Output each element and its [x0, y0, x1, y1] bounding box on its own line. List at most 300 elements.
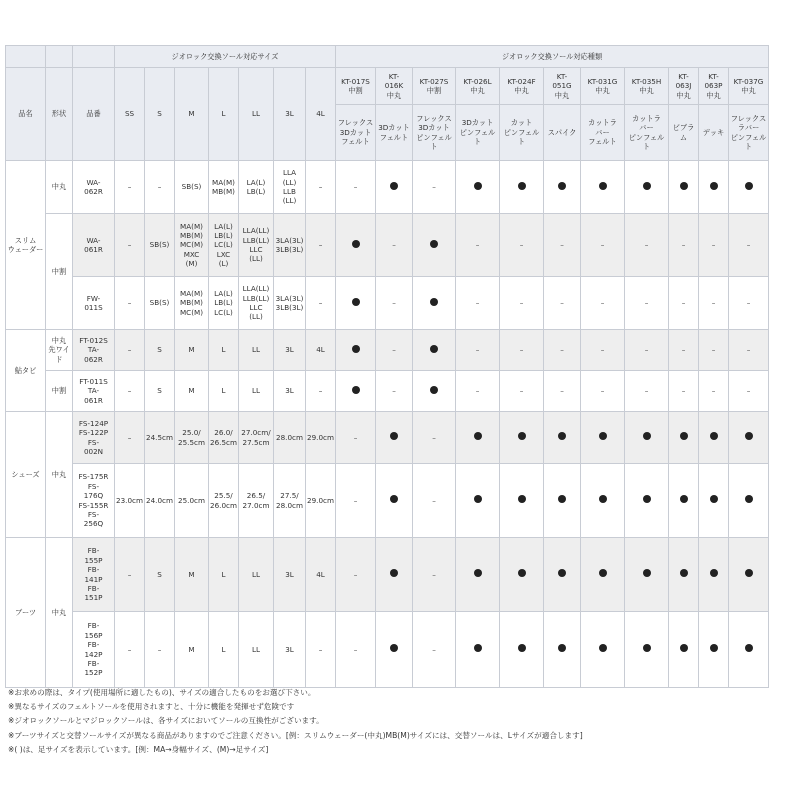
compatible-dot [474, 495, 482, 503]
dash-mark: – [711, 298, 716, 308]
compatible-mark [729, 412, 769, 464]
dash-mark: – [681, 345, 686, 355]
compatible-mark [699, 612, 729, 688]
compatible-mark [699, 412, 729, 464]
not-compatible-mark [336, 538, 376, 612]
not-compatible-mark [456, 214, 500, 277]
compatible-dot [710, 569, 718, 577]
size-cell: 28.0cm [274, 412, 306, 464]
compatible-mark [413, 214, 456, 277]
type-code-header: KT-017S 中割 [336, 68, 376, 105]
dash-mark: – [644, 345, 649, 355]
size-cell: – [306, 277, 336, 330]
type-code-header: KT- 063P 中丸 [699, 68, 729, 105]
compatible-dot [558, 182, 566, 190]
compatible-dot [680, 495, 688, 503]
compatible-mark [376, 161, 413, 214]
dash-mark: – [519, 240, 524, 250]
compatible-dot [643, 432, 651, 440]
size-cell: 3LA(3L) 3LB(3L) [274, 214, 306, 277]
size-cell: 27.0cm/ 27.5cm [239, 412, 274, 464]
dash-mark: – [746, 298, 751, 308]
compatible-dot [430, 345, 438, 353]
compatible-mark [456, 464, 500, 538]
compatible-dot [474, 182, 482, 190]
size-cell: – [115, 412, 145, 464]
compatible-mark [669, 612, 699, 688]
not-compatible-mark [413, 412, 456, 464]
compatible-mark [699, 161, 729, 214]
compatible-dot [745, 569, 753, 577]
compatible-mark [729, 612, 769, 688]
type-desc-header: フレックス 3Dカット ピンフェルト [413, 105, 456, 161]
compatible-mark [413, 371, 456, 412]
not-compatible-mark [729, 277, 769, 330]
note-line: ※ブーツサイズと交替ソールサイズが異なる商品がありますのでご注意ください。[例：スリムウェーダー(中丸)MB(M)サイズには、交替ソールは、Lサイズが適合します] [8, 730, 583, 740]
compatible-mark [336, 214, 376, 277]
dash-mark: – [392, 240, 396, 250]
compatible-dot [518, 432, 526, 440]
not-compatible-mark [581, 330, 625, 371]
compatible-dot [680, 432, 688, 440]
compatible-dot [474, 644, 482, 652]
size-cell: – [115, 277, 145, 330]
group-boots: ブーツ [6, 538, 46, 688]
not-compatible-mark [413, 538, 456, 612]
not-compatible-mark [669, 371, 699, 412]
size-cell: 4L [306, 538, 336, 612]
size-col-header: M [175, 68, 209, 161]
size-cell: LLA(LL) LLB(LL) LLC (LL) [239, 277, 274, 330]
size-cell: 3L [274, 612, 306, 688]
compatible-mark [669, 538, 699, 612]
type-code-header: KT-031G 中丸 [581, 68, 625, 105]
compatible-dot [390, 644, 398, 652]
size-cell: S [145, 330, 175, 371]
dash-mark: – [681, 386, 686, 396]
size-col-header: S [145, 68, 175, 161]
compatible-dot [518, 644, 526, 652]
size-cell: S [145, 538, 175, 612]
compatible-dot [745, 432, 753, 440]
dash-mark: – [600, 298, 605, 308]
compatible-dot [599, 495, 607, 503]
size-cell: – [306, 371, 336, 412]
size-cell: SB(S) [145, 214, 175, 277]
dash-mark: – [519, 386, 524, 396]
compatible-mark [625, 412, 669, 464]
size-cell: LL [239, 330, 274, 371]
not-compatible-mark [669, 330, 699, 371]
compatible-mark [336, 371, 376, 412]
not-compatible-mark [336, 464, 376, 538]
type-code-header: KT- 051G 中丸 [544, 68, 581, 105]
not-compatible-mark [699, 214, 729, 277]
not-compatible-mark [500, 330, 544, 371]
compatible-mark [544, 161, 581, 214]
compatible-dot [745, 495, 753, 503]
size-cell: 29.0cm [306, 412, 336, 464]
type-desc-header: フレックス ラバー ピンフェルト [729, 105, 769, 161]
compatible-mark [729, 161, 769, 214]
not-compatible-mark [699, 371, 729, 412]
not-compatible-mark [625, 214, 669, 277]
dash-mark: – [560, 240, 564, 250]
type-code-header: KT-027S 中割 [413, 68, 456, 105]
size-col-header: 4L [306, 68, 336, 161]
compatible-mark [500, 538, 544, 612]
compatible-mark [456, 612, 500, 688]
compatible-dot [474, 569, 482, 577]
dash-mark: – [560, 298, 564, 308]
size-cell: 23.0cm [115, 464, 145, 538]
compatible-mark [376, 464, 413, 538]
shape-cell: 中丸 [46, 538, 73, 688]
not-compatible-mark [669, 277, 699, 330]
size-cell: S [145, 371, 175, 412]
compatible-mark [581, 412, 625, 464]
compatible-dot [352, 240, 360, 248]
dash-mark: – [746, 240, 751, 250]
not-compatible-mark [581, 277, 625, 330]
compatible-mark [625, 464, 669, 538]
type-desc-header: カット ピンフェル ト [500, 105, 544, 161]
compatible-dot [390, 432, 398, 440]
dash-mark: – [353, 569, 358, 579]
dash-mark: – [432, 569, 436, 579]
dash-mark: – [681, 240, 686, 250]
not-compatible-mark [625, 330, 669, 371]
compatible-dot [430, 240, 438, 248]
type-code-header: KT- 063J 中丸 [669, 68, 699, 105]
note-line: ※ジオロックソールとマジロックソールは、各サイズにおいてソールの互換性がございます。 [8, 716, 324, 726]
product-number: FT-012S TA- 062R [73, 330, 115, 371]
compatible-mark [669, 161, 699, 214]
not-compatible-mark [413, 464, 456, 538]
note-line: ※( )は、足サイズを表示しています。[例：MA→身幅サイズ、(M)→足サイズ] [8, 744, 269, 754]
size-cell: LLA(LL) LLB(LL) LLC (LL) [239, 214, 274, 277]
size-cell: 26.0/ 26.5cm [209, 412, 239, 464]
not-compatible-mark [336, 161, 376, 214]
size-cell: 25.5/ 26.0cm [209, 464, 239, 538]
size-cell: 3L [274, 371, 306, 412]
dash-mark: – [475, 298, 480, 308]
size-cell: LL [239, 538, 274, 612]
compatible-dot [518, 182, 526, 190]
compatible-mark [625, 161, 669, 214]
type-code-header: KT-035H 中丸 [625, 68, 669, 105]
size-col-header: SS [115, 68, 145, 161]
dash-mark: – [475, 345, 480, 355]
shape-cell: 中丸 先ワイ ド [46, 330, 73, 371]
compatible-mark [544, 412, 581, 464]
not-compatible-mark [413, 612, 456, 688]
dash-mark: – [432, 644, 436, 654]
size-cell: 26.5/ 27.0cm [239, 464, 274, 538]
size-cell: L [209, 371, 239, 412]
dash-mark: – [432, 432, 436, 442]
type-desc-header: ビブラ ム [669, 105, 699, 161]
not-compatible-mark [336, 612, 376, 688]
not-compatible-mark [625, 371, 669, 412]
not-compatible-mark [581, 214, 625, 277]
size-cell: – [306, 612, 336, 688]
type-code-header: KT-037G 中丸 [729, 68, 769, 105]
compatible-mark [581, 161, 625, 214]
shape-cell: 中丸 [46, 412, 73, 538]
compatible-dot [518, 495, 526, 503]
dash-mark: – [644, 386, 649, 396]
type-desc-header: フレックス 3Dカット フェルト [336, 105, 376, 161]
size-cell: – [115, 538, 145, 612]
type-desc-header: スパイク [544, 105, 581, 161]
compatible-mark [669, 464, 699, 538]
product-number: FS-124P FS-122P FS- 002N [73, 412, 115, 464]
compatible-mark [500, 412, 544, 464]
shape-cell: 中割 [46, 371, 73, 412]
compatible-dot [680, 182, 688, 190]
size-cell: 29.0cm [306, 464, 336, 538]
dash-mark: – [644, 240, 649, 250]
col-hinmei: 品名 [6, 68, 46, 161]
shape-cell: 中割 [46, 214, 73, 330]
compatible-mark [581, 538, 625, 612]
not-compatible-mark [544, 214, 581, 277]
dash-mark: – [711, 240, 716, 250]
not-compatible-mark [544, 330, 581, 371]
compatible-dot [390, 569, 398, 577]
size-cell: MA(M) MB(M) MC(M) MXC (M) [175, 214, 209, 277]
dash-mark: – [392, 345, 396, 355]
compatible-dot [643, 569, 651, 577]
product-number: FB- 156P FB- 142P FB- 152P [73, 612, 115, 688]
not-compatible-mark [376, 330, 413, 371]
compatible-dot [352, 386, 360, 394]
size-cell: L [209, 330, 239, 371]
compatible-dot [599, 644, 607, 652]
size-cell: 3L [274, 538, 306, 612]
compatible-dot [710, 495, 718, 503]
not-compatible-mark [544, 277, 581, 330]
size-cell: – [115, 612, 145, 688]
product-number: FW- 011S [73, 277, 115, 330]
not-compatible-mark [500, 371, 544, 412]
compatible-mark [625, 538, 669, 612]
size-col-header: 3L [274, 68, 306, 161]
size-cell: – [145, 612, 175, 688]
compatible-dot [710, 644, 718, 652]
dash-mark: – [519, 345, 524, 355]
not-compatible-mark [413, 161, 456, 214]
dash-mark: – [475, 240, 480, 250]
type-code-header: KT-024F 中丸 [500, 68, 544, 105]
size-cell: – [145, 161, 175, 214]
header-blank [73, 46, 115, 68]
product-number: FT-011S TA- 061R [73, 371, 115, 412]
header-blank [46, 46, 73, 68]
size-cell: M [175, 612, 209, 688]
type-code-header: KT-026L 中丸 [456, 68, 500, 105]
col-hinban: 品番 [73, 68, 115, 161]
size-cell: – [306, 161, 336, 214]
dash-mark: – [353, 495, 358, 505]
compatible-dot [745, 644, 753, 652]
compatible-dot [352, 345, 360, 353]
not-compatible-mark [456, 371, 500, 412]
not-compatible-mark [456, 330, 500, 371]
dash-mark: – [600, 240, 605, 250]
compatible-dot [430, 298, 438, 306]
compatible-dot [599, 182, 607, 190]
compatible-dot [643, 182, 651, 190]
size-cell: LA(L) LB(L) [239, 161, 274, 214]
compatible-mark [544, 612, 581, 688]
size-cell: M [175, 371, 209, 412]
notes [8, 686, 583, 757]
size-cell: 3LA(3L) 3LB(3L) [274, 277, 306, 330]
not-compatible-mark [376, 371, 413, 412]
not-compatible-mark [336, 412, 376, 464]
size-cell: – [115, 330, 145, 371]
product-number: WA- 061R [73, 214, 115, 277]
compatible-mark [376, 612, 413, 688]
compatible-mark [581, 464, 625, 538]
size-col-header: L [209, 68, 239, 161]
not-compatible-mark [669, 214, 699, 277]
compatible-dot [518, 569, 526, 577]
dash-mark: – [746, 345, 751, 355]
size-cell: M [175, 538, 209, 612]
compatible-mark [544, 464, 581, 538]
not-compatible-mark [581, 371, 625, 412]
type-desc-header: 3Dカット フェルト [376, 105, 413, 161]
compatible-dot [558, 569, 566, 577]
size-cell: MA(M) MB(M) [209, 161, 239, 214]
size-cell: LA(L) LB(L) LC(L) [209, 277, 239, 330]
compatible-dot [599, 569, 607, 577]
compatible-mark [336, 330, 376, 371]
compatible-dot [430, 386, 438, 394]
dash-mark: – [681, 298, 686, 308]
size-cell: 24.5cm [145, 412, 175, 464]
size-cell: – [306, 214, 336, 277]
compatibility-table [5, 45, 769, 688]
type-desc-header: 3Dカット ピンフェル ト [456, 105, 500, 161]
dash-mark: – [644, 298, 649, 308]
type-desc-header: カットラ バー フェルト [581, 105, 625, 161]
note-line: ※お求めの際は、タイプ(使用場所に適したもの)、サイズの適合したものをお選び下さい。 [8, 688, 316, 697]
shape-cell: 中丸 [46, 161, 73, 214]
size-cell: SB(S) [175, 161, 209, 214]
size-cell: 27.5/ 28.0cm [274, 464, 306, 538]
compatible-dot [680, 644, 688, 652]
type-desc-header: デッキ [699, 105, 729, 161]
compatible-mark [544, 538, 581, 612]
not-compatible-mark [729, 330, 769, 371]
compatible-mark [413, 277, 456, 330]
size-cell: L [209, 538, 239, 612]
compatible-mark [456, 538, 500, 612]
size-cell: LL [239, 612, 274, 688]
compatible-dot [643, 495, 651, 503]
dash-mark: – [353, 432, 358, 442]
type-code-header: KT- 016K 中丸 [376, 68, 413, 105]
size-cell: 3L [274, 330, 306, 371]
not-compatible-mark [729, 214, 769, 277]
not-compatible-mark [376, 277, 413, 330]
compatible-mark [376, 538, 413, 612]
compatible-dot [352, 298, 360, 306]
dash-mark: – [432, 495, 436, 505]
dash-mark: – [353, 644, 358, 654]
size-cell: M [175, 330, 209, 371]
dash-mark: – [746, 386, 751, 396]
compatible-dot [558, 495, 566, 503]
group-shoes: シューズ [6, 412, 46, 538]
compatible-dot [680, 569, 688, 577]
product-number: WA- 062R [73, 161, 115, 214]
size-cell: MA(M) MB(M) MC(M) [175, 277, 209, 330]
not-compatible-mark [500, 214, 544, 277]
compatible-mark [729, 538, 769, 612]
not-compatible-mark [376, 214, 413, 277]
dash-mark: – [392, 386, 396, 396]
not-compatible-mark [544, 371, 581, 412]
dash-mark: – [711, 345, 716, 355]
dash-mark: – [600, 386, 605, 396]
compatible-dot [390, 182, 398, 190]
product-number: FB- 155P FB- 141P FB- 151P [73, 538, 115, 612]
compatible-dot [558, 432, 566, 440]
size-cell: – [115, 214, 145, 277]
compatible-mark [625, 612, 669, 688]
size-cell: LLA (LL) LLB (LL) [274, 161, 306, 214]
compatible-dot [474, 432, 482, 440]
group-ayu-tabi: 鮎タビ [6, 330, 46, 412]
size-cell: 4L [306, 330, 336, 371]
type-group-header: ジオロック交換ソール対応種類 [336, 46, 769, 68]
size-cell: 25.0/ 25.5cm [175, 412, 209, 464]
compatible-mark [699, 538, 729, 612]
compatible-dot [599, 432, 607, 440]
not-compatible-mark [699, 330, 729, 371]
dash-mark: – [353, 182, 358, 192]
compatible-dot [558, 644, 566, 652]
dash-mark: – [392, 298, 396, 308]
size-col-header: LL [239, 68, 274, 161]
dash-mark: – [519, 298, 524, 308]
size-cell: 25.0cm [175, 464, 209, 538]
compatible-mark [669, 412, 699, 464]
compatible-dot [390, 495, 398, 503]
dash-mark: – [600, 345, 605, 355]
compatible-mark [581, 612, 625, 688]
compatible-mark [336, 277, 376, 330]
dash-mark: – [560, 386, 564, 396]
compatible-dot [643, 644, 651, 652]
size-group-header: ジオロック交換ソール対応サイズ [115, 46, 336, 68]
header-blank [6, 46, 46, 68]
dash-mark: – [432, 182, 436, 192]
size-cell: LA(L) LB(L) LC(L) LXC (L) [209, 214, 239, 277]
compatible-mark [500, 161, 544, 214]
compatible-mark [456, 412, 500, 464]
not-compatible-mark [729, 371, 769, 412]
compatible-mark [699, 464, 729, 538]
product-number: FS-175R FS- 176Q FS-155R FS- 256Q [73, 464, 115, 538]
compatible-mark [413, 330, 456, 371]
sole-table [5, 45, 769, 688]
